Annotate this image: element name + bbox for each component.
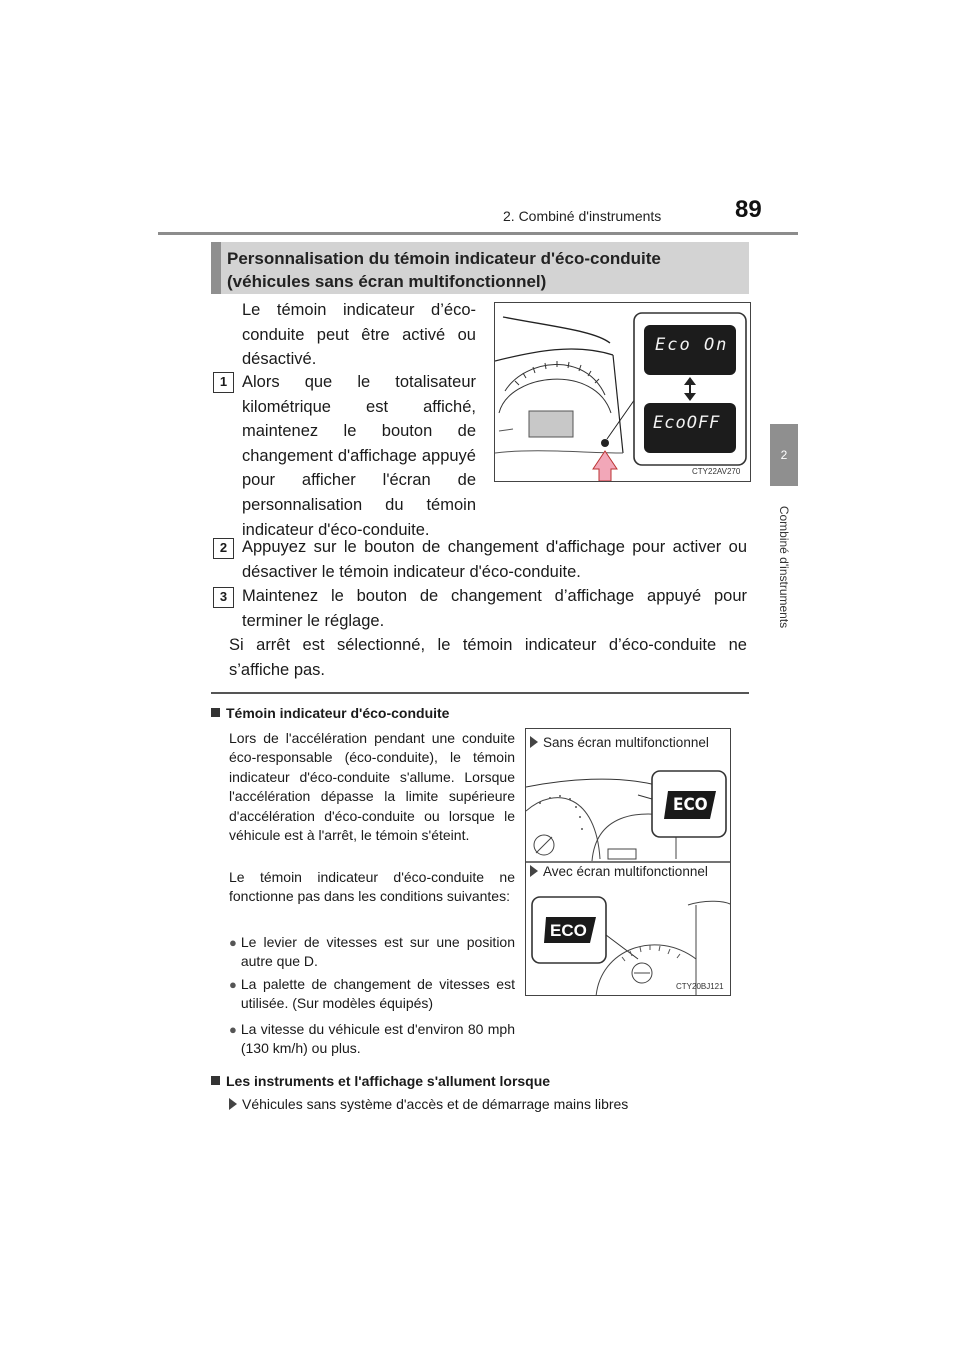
bullet-item bbox=[229, 933, 515, 972]
eco-badge-top: ECO bbox=[673, 795, 708, 815]
eco-para-1: Lors de l'accélération pendant une conduite éco-responsable (éco-conduite), le témoin indicateur d'éco-conduite s'allume. Lorsque l'accélération dépasse la limite supérieure d'accélération d'éco-conduite ou lorsque le véhicule est à l'arrêt, le témoin s'éteint. bbox=[229, 730, 515, 844]
step-number: 2 bbox=[213, 538, 234, 559]
label-with-display bbox=[530, 864, 708, 879]
note-text: Si arrêt est sélectionné, le témoin indicateur d’éco-conduite ne s’affiche pas. bbox=[229, 636, 747, 679]
label-with-display-text: Avec écran multifonctionnel bbox=[543, 864, 708, 879]
figure-eco-indicator bbox=[525, 728, 731, 996]
eco-indicator-heading bbox=[211, 705, 449, 721]
label-without-display-text: Sans écran multifonctionnel bbox=[543, 735, 709, 750]
chapter-side-label-text: Combiné d'instruments bbox=[777, 505, 791, 629]
step-number: 1 bbox=[213, 372, 234, 393]
figure-eco-customization bbox=[494, 302, 751, 482]
step-text: Appuyez sur le bouton de changement d'affichage pour activer ou désactiver le témoin indicateur d'éco-conduite. bbox=[242, 538, 747, 581]
bullet-item bbox=[229, 975, 515, 1014]
label-without-display bbox=[530, 735, 709, 750]
page-number: 89 bbox=[735, 196, 762, 223]
header-rule bbox=[158, 232, 798, 235]
bullet-item bbox=[229, 1020, 515, 1059]
instrument-cluster-illustration bbox=[495, 303, 751, 482]
bullet-text: Le levier de vitesses est sur une position autre que D. bbox=[240, 934, 515, 970]
step-text: Alors que le totalisateur kilométrique est affiché, maintenez le bouton de changement d'affichage appuyé pour afficher l'écran de personnalisation du témoin indicateur d'éco-conduite. bbox=[242, 373, 476, 539]
step-number: 3 bbox=[213, 587, 234, 608]
running-header-section: 2. Combiné d'instruments bbox=[503, 208, 662, 224]
bullet-dot-icon: ● bbox=[229, 935, 237, 950]
step-text: Maintenez le bouton de changement d’affichage appuyé pour terminer le réglage. bbox=[242, 587, 747, 630]
intro-text: Le témoin indicateur d’éco-conduite peut être activé ou désactivé. bbox=[242, 301, 476, 369]
eco-indicator-heading-text: Témoin indicateur d'éco-conduite bbox=[226, 705, 450, 721]
figure-code: CTY20BJ121 bbox=[676, 982, 724, 991]
eco-indicator-illustration bbox=[526, 729, 731, 996]
display-eco-off: EcoOFF bbox=[653, 413, 721, 433]
bullet-dot-icon: ● bbox=[229, 977, 237, 992]
display-eco-on: Eco On bbox=[655, 335, 729, 355]
instruments-heading bbox=[211, 1073, 550, 1089]
bullet-text: La vitesse du véhicule est d'environ 80 mph (130 km/h) ou plus. bbox=[240, 1021, 515, 1057]
bullet-text: La palette de changement de vitesses est utilisée. (Sur modèles équipés) bbox=[240, 976, 515, 1012]
chapter-tab: 2 bbox=[770, 424, 798, 486]
instruments-subheading bbox=[229, 1096, 628, 1112]
bullet-dot-icon: ● bbox=[229, 1022, 237, 1037]
eco-badge-bottom: ECO bbox=[550, 921, 587, 940]
figure-code: CTY22AV270 bbox=[692, 467, 741, 476]
eco-para-2: Le témoin indicateur d'éco-conduite ne fonctionne pas dans les conditions suivantes: bbox=[229, 869, 515, 905]
instruments-heading-text: Les instruments et l'affichage s'allument lorsque bbox=[226, 1073, 551, 1089]
instruments-subheading-text: Véhicules sans système d'accès et de démarrage mains libres bbox=[242, 1096, 629, 1112]
section-divider bbox=[211, 692, 749, 694]
section-title: Personnalisation du témoin indicateur d'éco-conduite (véhicules sans écran multifonctionnel) bbox=[211, 242, 749, 294]
chapter-side-label bbox=[770, 492, 798, 642]
